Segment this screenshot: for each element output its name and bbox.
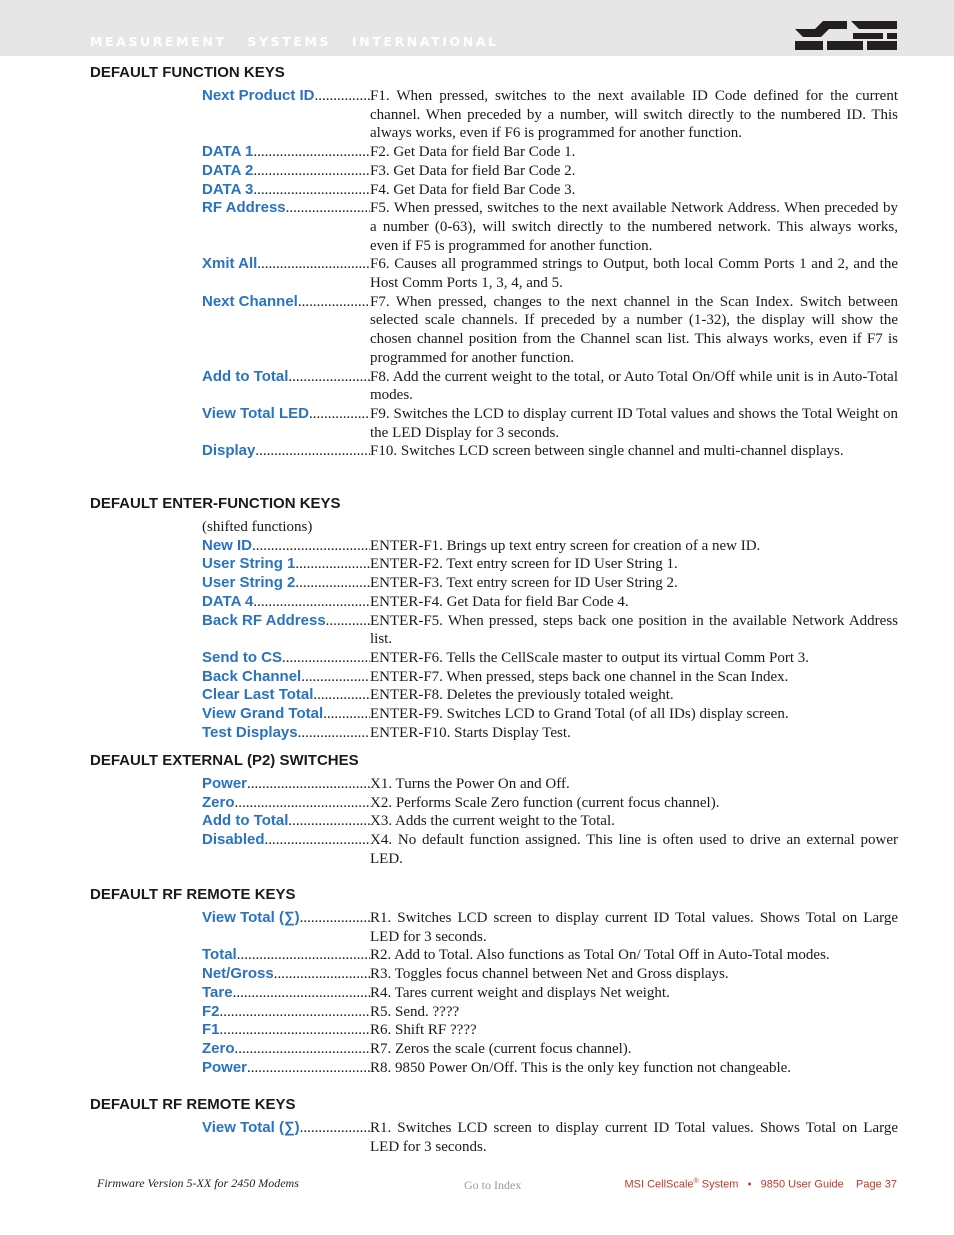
registered-mark: ® <box>693 1178 699 1185</box>
key-cell <box>202 143 370 162</box>
key-cell <box>202 87 370 143</box>
section-title: DEFAULT RF REMOTE KEYS <box>90 1096 296 1113</box>
dot-leader <box>301 668 370 687</box>
key-entry <box>90 293 898 368</box>
dot-leader <box>298 293 370 368</box>
key-description: R1. Switches LCD screen to display current ID Total values. Shows Total on Large LED for 3 seconds. <box>370 1120 898 1155</box>
key-cell <box>202 668 370 687</box>
key-description: R8. 9850 Power On/Off. This is the only key function not changeable. <box>370 1059 792 1076</box>
key-entry <box>90 181 898 200</box>
key-cell <box>202 612 370 649</box>
key-name[interactable]: User String 1 <box>202 555 296 573</box>
key-entry <box>90 984 898 1003</box>
key-description: F3. Get Data for field Bar Code 2. <box>370 162 576 179</box>
key-cell <box>202 775 370 794</box>
key-description: X2. Performs Scale Zero function (current focus channel). <box>370 794 720 811</box>
key-description: F2. Get Data for field Bar Code 1. <box>370 144 576 161</box>
key-name[interactable]: New ID <box>202 536 253 554</box>
key-name[interactable]: User String 2 <box>202 574 296 592</box>
section-title: DEFAULT EXTERNAL (P2) SWITCHES <box>90 752 359 769</box>
key-description: R5. Send. ???? <box>370 1003 460 1020</box>
key-cell <box>202 794 370 813</box>
key-name[interactable]: F2 <box>202 1002 220 1020</box>
dot-leader <box>274 965 370 984</box>
key-cell <box>202 1059 370 1078</box>
key-description: F1. When pressed, switches to the next available ID Code defined for the current channel. When preceded by a number, will switch directly to the numbered ID. This always works, even if F6 is programmed for another function. <box>370 88 898 142</box>
key-name[interactable]: Zero <box>202 793 235 811</box>
key-name[interactable]: RF Address <box>202 199 286 217</box>
key-entry <box>90 909 898 946</box>
key-description: X4. No default function assigned. This line is often used to drive an external power LED. <box>370 832 898 867</box>
key-description: ENTER-F6. Tells the CellScale master to output its virtual Comm Port 3. <box>370 649 810 666</box>
key-entry <box>90 162 898 181</box>
key-entry <box>90 143 898 162</box>
key-description: F10. Switches LCD screen between single channel and multi-channel displays. <box>370 443 844 460</box>
key-cell <box>202 724 370 743</box>
key-description: R6. Shift RF ???? <box>370 1022 477 1039</box>
key-cell <box>202 555 370 574</box>
dot-leader <box>247 1059 370 1078</box>
key-description: F4. Get Data for field Bar Code 3. <box>370 181 576 198</box>
key-name[interactable]: Test Displays <box>202 723 298 741</box>
dot-leader <box>237 946 370 965</box>
dot-leader <box>252 537 370 556</box>
key-name[interactable]: DATA 1 <box>202 143 254 161</box>
key-entry <box>90 946 898 965</box>
key-name[interactable]: Tare <box>202 983 233 1001</box>
key-name[interactable]: Power <box>202 1058 248 1076</box>
key-description: ENTER-F3. Text entry screen for ID User String 2. <box>370 575 678 592</box>
key-description: R7. Zeros the scale (current focus channel). <box>370 1040 632 1057</box>
dot-leader <box>282 649 370 668</box>
key-cell <box>202 255 370 292</box>
key-entry <box>90 593 898 612</box>
key-name[interactable]: Send to CS <box>202 648 283 666</box>
dot-leader <box>257 255 370 292</box>
key-cell <box>202 984 370 1003</box>
key-name[interactable]: F1 <box>202 1021 220 1039</box>
dot-leader <box>247 775 370 794</box>
key-cell <box>202 965 370 984</box>
key-name[interactable]: View Total (∑) <box>202 909 300 926</box>
key-description: ENTER-F1. Brings up text entry screen for creation of a new ID. <box>370 537 761 554</box>
dot-leader <box>313 686 370 705</box>
key-name[interactable]: DATA 4 <box>202 592 254 610</box>
key-cell <box>202 368 370 405</box>
key-description: ENTER-F9. Switches LCD to Grand Total (of all IDs) display screen. <box>370 706 789 723</box>
key-name[interactable]: Back Channel <box>202 667 302 685</box>
key-name[interactable]: Disabled <box>202 831 265 849</box>
key-name[interactable]: Display <box>202 442 256 460</box>
key-name[interactable]: View Total (∑) <box>202 1119 300 1136</box>
footer-product-info <box>624 1178 897 1191</box>
key-cell <box>202 1021 370 1040</box>
key-description: ENTER-F10. Starts Display Test. <box>370 724 571 741</box>
company-name: MEASUREMENT SYSTEMS INTERNATIONAL <box>90 34 499 49</box>
key-description: F5. When pressed, switches to the next available Network Address. When preceded by a number (0-63), will switch directly to the numbered network. This always works, even if F5 is programmed for another function. <box>370 200 898 254</box>
section-title: DEFAULT ENTER-FUNCTION KEYS <box>90 495 341 512</box>
dot-leader <box>255 442 370 461</box>
key-cell <box>202 181 370 200</box>
key-cell <box>202 686 370 705</box>
key-entry <box>90 705 898 724</box>
section-note: (shifted functions) <box>202 519 313 535</box>
dot-leader <box>253 181 370 200</box>
key-cell <box>202 537 370 556</box>
key-entry <box>90 649 898 668</box>
key-description: ENTER-F7. When pressed, steps back one channel in the Scan Index. <box>370 668 789 685</box>
key-name[interactable]: Back RF Address <box>202 611 326 629</box>
key-description: ENTER-F5. When pressed, steps back one position in the available Network Address list. <box>370 612 898 648</box>
key-cell <box>202 574 370 593</box>
dot-leader <box>286 199 370 255</box>
dot-leader <box>295 574 370 593</box>
product-name: MSI CellScale <box>624 1178 694 1191</box>
key-cell <box>202 649 370 668</box>
dot-leader <box>235 794 370 813</box>
key-cell <box>202 199 370 255</box>
key-entry <box>90 1040 898 1059</box>
key-cell <box>202 1003 370 1022</box>
key-name[interactable]: Net/Gross <box>202 965 274 983</box>
key-description: ENTER-F2. Text entry screen for ID User String 1. <box>370 556 678 573</box>
key-description: ENTER-F8. Deletes the previously totaled weight. <box>370 687 674 704</box>
key-cell <box>202 909 370 946</box>
key-name[interactable]: DATA 3 <box>202 180 254 198</box>
dot-leader <box>315 87 370 143</box>
dot-leader <box>323 705 370 724</box>
key-name[interactable]: Power <box>202 775 248 792</box>
key-description: X3. Adds the current weight to the Total. <box>370 813 615 830</box>
key-cell <box>202 1040 370 1059</box>
page-info: System • 9850 User Guide Page 37 <box>698 1178 897 1191</box>
key-name[interactable]: Next Product ID <box>202 87 315 104</box>
key-name[interactable]: View Grand Total <box>202 705 324 723</box>
key-cell <box>202 946 370 965</box>
key-name[interactable]: DATA 2 <box>202 161 254 179</box>
key-name[interactable]: Xmit All <box>202 255 258 273</box>
dot-leader <box>265 831 370 868</box>
section-title: DEFAULT RF REMOTE KEYS <box>90 886 296 903</box>
key-name[interactable]: Add to Total <box>202 367 289 385</box>
dot-leader <box>295 555 370 574</box>
key-cell <box>202 405 370 442</box>
key-description: X1. Turns the Power On and Off. <box>370 776 570 792</box>
key-cell <box>202 293 370 368</box>
key-entry <box>90 1059 898 1078</box>
key-entry <box>90 812 898 831</box>
key-cell <box>202 812 370 831</box>
key-entry <box>90 199 898 255</box>
key-description: R3. Toggles focus channel between Net and Gross displays. <box>370 966 729 983</box>
key-description: ENTER-F4. Get Data for field Bar Code 4. <box>370 593 629 610</box>
firmware-version: Firmware Version 5-XX for 2450 Modems <box>97 1176 299 1190</box>
key-cell <box>202 593 370 612</box>
key-name[interactable]: Total <box>202 946 237 964</box>
key-entry <box>90 686 898 705</box>
key-description: F7. When pressed, changes to the next channel in the Scan Index. Switch between selected scale channels. If preceded by a number (1-32), the display will show the chosen channel position from the Channel scan list. This always works, even if F7 is programmed for another function. <box>370 293 898 366</box>
dot-leader <box>326 612 370 649</box>
key-entry <box>90 1021 898 1040</box>
key-entry <box>90 775 898 794</box>
key-description: F6. Causes all programmed strings to Output, both local Comm Ports 1 and 2, and the Host Comm Ports 1, 3, 4, and 5. <box>370 256 898 292</box>
dot-leader <box>298 724 370 743</box>
key-description: F9. Switches the LCD to display current ID Total values and shows the Total Weight on the LED Display for 3 seconds. <box>370 405 898 441</box>
key-entry <box>90 405 898 442</box>
key-name[interactable]: Zero <box>202 1039 235 1057</box>
msi-logo-icon <box>795 21 897 50</box>
rf-remote-keys-section-2 <box>90 1095 898 1156</box>
key-entry <box>90 668 898 687</box>
key-name[interactable]: Clear Last Total <box>202 686 314 704</box>
key-entry <box>90 555 898 574</box>
dot-leader <box>309 405 370 442</box>
function-keys-section <box>90 63 898 461</box>
key-entry <box>90 794 898 813</box>
key-name[interactable]: Add to Total <box>202 812 289 830</box>
enter-function-keys-section <box>90 494 898 742</box>
dot-leader <box>288 368 370 405</box>
dot-leader <box>253 162 370 181</box>
key-cell <box>202 705 370 724</box>
key-description: R2. Add to Total. Also functions as Total On/ Total Off in Auto-Total modes. <box>370 947 830 964</box>
dot-leader <box>253 593 370 612</box>
rf-remote-keys-section <box>90 885 898 1077</box>
key-description: R1. Switches LCD screen to display current ID Total values. Shows Total on Large LED for 3 seconds. <box>370 910 898 945</box>
key-cell <box>202 831 370 868</box>
key-entry <box>90 368 898 405</box>
key-name[interactable]: View Total LED <box>202 404 309 422</box>
dot-leader <box>233 984 370 1003</box>
dot-leader <box>220 1003 370 1022</box>
key-entry <box>90 87 898 143</box>
key-cell <box>202 162 370 181</box>
key-description: F8. Add the current weight to the total, or Auto Total On/Off while unit is in Auto-Total modes. <box>370 368 898 404</box>
dot-leader <box>220 1021 370 1040</box>
section-title: DEFAULT FUNCTION KEYS <box>90 64 285 81</box>
key-name[interactable]: Next Channel <box>202 292 298 310</box>
key-entry <box>90 442 898 461</box>
key-entry <box>90 612 898 649</box>
external-switches-section <box>90 751 898 869</box>
key-entry <box>90 1119 898 1156</box>
go-to-index-link[interactable]: Go to Index <box>464 1178 522 1192</box>
key-entry <box>90 965 898 984</box>
key-entry <box>90 724 898 743</box>
dot-leader <box>253 143 370 162</box>
key-cell <box>202 442 370 461</box>
key-cell <box>202 1119 370 1156</box>
page-header <box>0 0 954 56</box>
dot-leader <box>235 1040 370 1059</box>
dot-leader <box>300 1119 370 1156</box>
key-entry <box>90 537 898 556</box>
key-entry <box>90 831 898 868</box>
key-entry <box>90 574 898 593</box>
key-entry <box>90 1003 898 1022</box>
dot-leader <box>300 909 370 946</box>
key-description: R4. Tares current weight and displays Net weight. <box>370 984 670 1001</box>
dot-leader <box>288 812 370 831</box>
key-entry <box>90 255 898 292</box>
